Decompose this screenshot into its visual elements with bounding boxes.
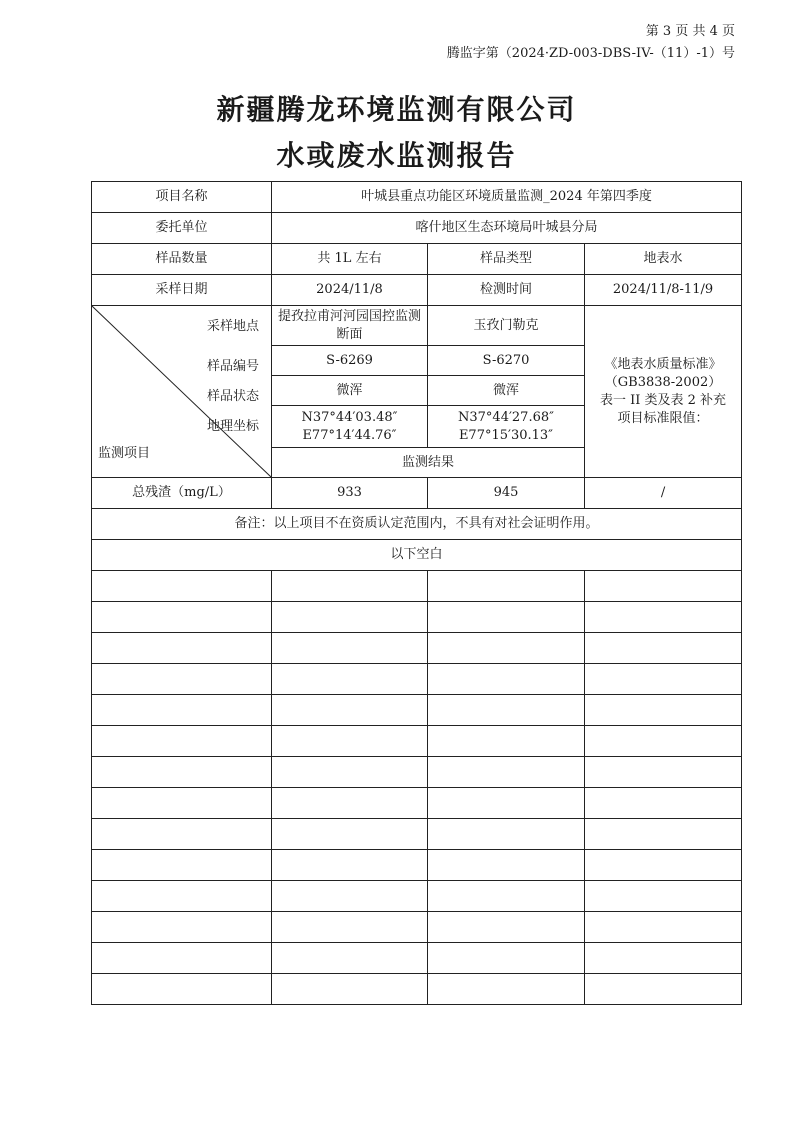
empty-cell (428, 757, 585, 788)
empty-cell (92, 819, 272, 850)
company-name: 新疆腾龙环境监测有限公司 (216, 93, 577, 126)
sample-qty-value: 共 1L 左右 (272, 244, 428, 275)
empty-cell (428, 912, 585, 943)
empty-cell (428, 633, 585, 664)
standard-line2: （GB3838-2002） (604, 374, 722, 390)
empty-row (92, 819, 742, 850)
standard-line3: 表一 II 类及表 2 补充 (599, 392, 727, 408)
empty-cell (428, 943, 585, 974)
result-value-2: 945 (428, 478, 585, 509)
empty-cell (585, 726, 742, 757)
report-title: 水或废水监测报告 (276, 139, 517, 172)
empty-cell (428, 602, 585, 633)
coordinate-label: 地理坐标 (206, 419, 259, 434)
row-site (92, 306, 742, 346)
empty-cell (428, 695, 585, 726)
empty-cell (92, 602, 272, 633)
empty-cell (585, 571, 742, 602)
empty-row (92, 974, 742, 1005)
empty-row (92, 881, 742, 912)
empty-cell (272, 912, 428, 943)
empty-cell (585, 912, 742, 943)
empty-cell (272, 633, 428, 664)
empty-row (92, 633, 742, 664)
standard-line4: 项目标准限值： (617, 410, 709, 426)
test-time-value: 2024/11/8-11/9 (585, 275, 742, 306)
sample1-lon: E77°14′44.76″ (302, 427, 397, 443)
test-time-label: 检测时间 (428, 275, 585, 306)
sample-type-value: 地表水 (585, 244, 742, 275)
empty-cell (92, 850, 272, 881)
empty-cell (428, 571, 585, 602)
sampling-date-value: 2024/11/8 (272, 275, 428, 306)
empty-cell (585, 633, 742, 664)
empty-cell (272, 943, 428, 974)
sample2-lon: E77°15′30.13″ (458, 427, 554, 443)
empty-cell (92, 881, 272, 912)
sample-state-label: 样品状态 (206, 389, 259, 404)
empty-cell (92, 571, 272, 602)
diagonal-header-cell (92, 306, 272, 478)
empty-cell (272, 757, 428, 788)
report-number: 腾监字第（2024·ZD-003-DBS-IV-（11）-1）号 (446, 46, 735, 61)
project-name-label: 项目名称 (92, 182, 272, 213)
project-name-value: 叶城县重点功能区环境质量监测_2024 年第四季度 (272, 182, 742, 213)
row-sample-qty (92, 244, 742, 275)
empty-row (92, 850, 742, 881)
empty-cell (428, 819, 585, 850)
sample2-state: 微浑 (428, 376, 585, 406)
empty-row (92, 695, 742, 726)
empty-cell (92, 726, 272, 757)
empty-cell (585, 602, 742, 633)
row-total-residue (92, 478, 742, 509)
empty-row (92, 912, 742, 943)
sample-id-label: 样品编号 (206, 359, 259, 374)
sample1-id: S-6269 (272, 346, 428, 376)
sample2-coords (428, 406, 585, 448)
result-limit: / (585, 478, 742, 509)
empty-cell (92, 974, 272, 1005)
empty-cell (272, 974, 428, 1005)
empty-cell (428, 974, 585, 1005)
empty-cell (272, 819, 428, 850)
empty-row (92, 943, 742, 974)
standard-line1: 《地表水质量标准》 (604, 356, 722, 372)
empty-cell (585, 974, 742, 1005)
blank-note: 以下空白 (92, 540, 742, 571)
site-label: 采样地点 (206, 319, 259, 334)
empty-cell (92, 912, 272, 943)
empty-cell (585, 881, 742, 912)
note: 备注：以上项目不在资质认定范围内，不具有对社会证明作用。 (92, 509, 742, 540)
empty-cell (272, 726, 428, 757)
empty-row (92, 788, 742, 819)
empty-cell (585, 788, 742, 819)
row-project-name (92, 182, 742, 213)
empty-cell (428, 664, 585, 695)
empty-row (92, 664, 742, 695)
empty-cell (272, 788, 428, 819)
empty-cell (272, 602, 428, 633)
empty-row (92, 571, 742, 602)
empty-cell (92, 788, 272, 819)
sample2-id: S-6270 (428, 346, 585, 376)
result-item: 总残渣（mg/L） (92, 478, 272, 509)
empty-cell (585, 850, 742, 881)
empty-cell (585, 695, 742, 726)
sample1-site: 提孜拉甫河河园国控监测断面 (272, 306, 428, 346)
client-value: 喀什地区生态环境局叶城县分局 (272, 213, 742, 244)
empty-row (92, 757, 742, 788)
empty-cell (92, 757, 272, 788)
report-table (91, 181, 742, 1005)
empty-cell (92, 664, 272, 695)
sample-qty-label: 样品数量 (92, 244, 272, 275)
empty-cell (92, 633, 272, 664)
empty-cell (585, 664, 742, 695)
sample2-site: 玉孜门勒克 (428, 306, 585, 346)
client-label: 委托单位 (92, 213, 272, 244)
row-client (92, 213, 742, 244)
page-number: 第 3 页 共 4 页 (645, 24, 735, 39)
empty-cell (585, 943, 742, 974)
empty-row (92, 602, 742, 633)
sample1-coords (272, 406, 428, 448)
sample1-lat: N37°44′03.48″ (301, 409, 398, 425)
empty-cell (92, 695, 272, 726)
empty-cell (272, 571, 428, 602)
empty-cell (585, 757, 742, 788)
blank-rows (92, 571, 742, 1005)
row-note (92, 509, 742, 540)
empty-cell (428, 881, 585, 912)
empty-cell (272, 664, 428, 695)
row-sampling-date (92, 275, 742, 306)
standard-cell (585, 306, 742, 478)
empty-cell (92, 943, 272, 974)
monitoring-item-label: 监测项目 (98, 446, 151, 461)
empty-cell (272, 881, 428, 912)
empty-row (92, 726, 742, 757)
row-blank-note (92, 540, 742, 571)
sample1-state: 微浑 (272, 376, 428, 406)
empty-cell (428, 850, 585, 881)
sample2-lat: N37°44′27.68″ (458, 409, 554, 425)
sampling-date-label: 采样日期 (92, 275, 272, 306)
empty-cell (428, 788, 585, 819)
empty-cell (428, 726, 585, 757)
sample-type-label: 样品类型 (428, 244, 585, 275)
empty-cell (272, 695, 428, 726)
empty-cell (272, 850, 428, 881)
result-value-1: 933 (272, 478, 428, 509)
empty-cell (585, 819, 742, 850)
results-label: 监测结果 (272, 448, 585, 478)
